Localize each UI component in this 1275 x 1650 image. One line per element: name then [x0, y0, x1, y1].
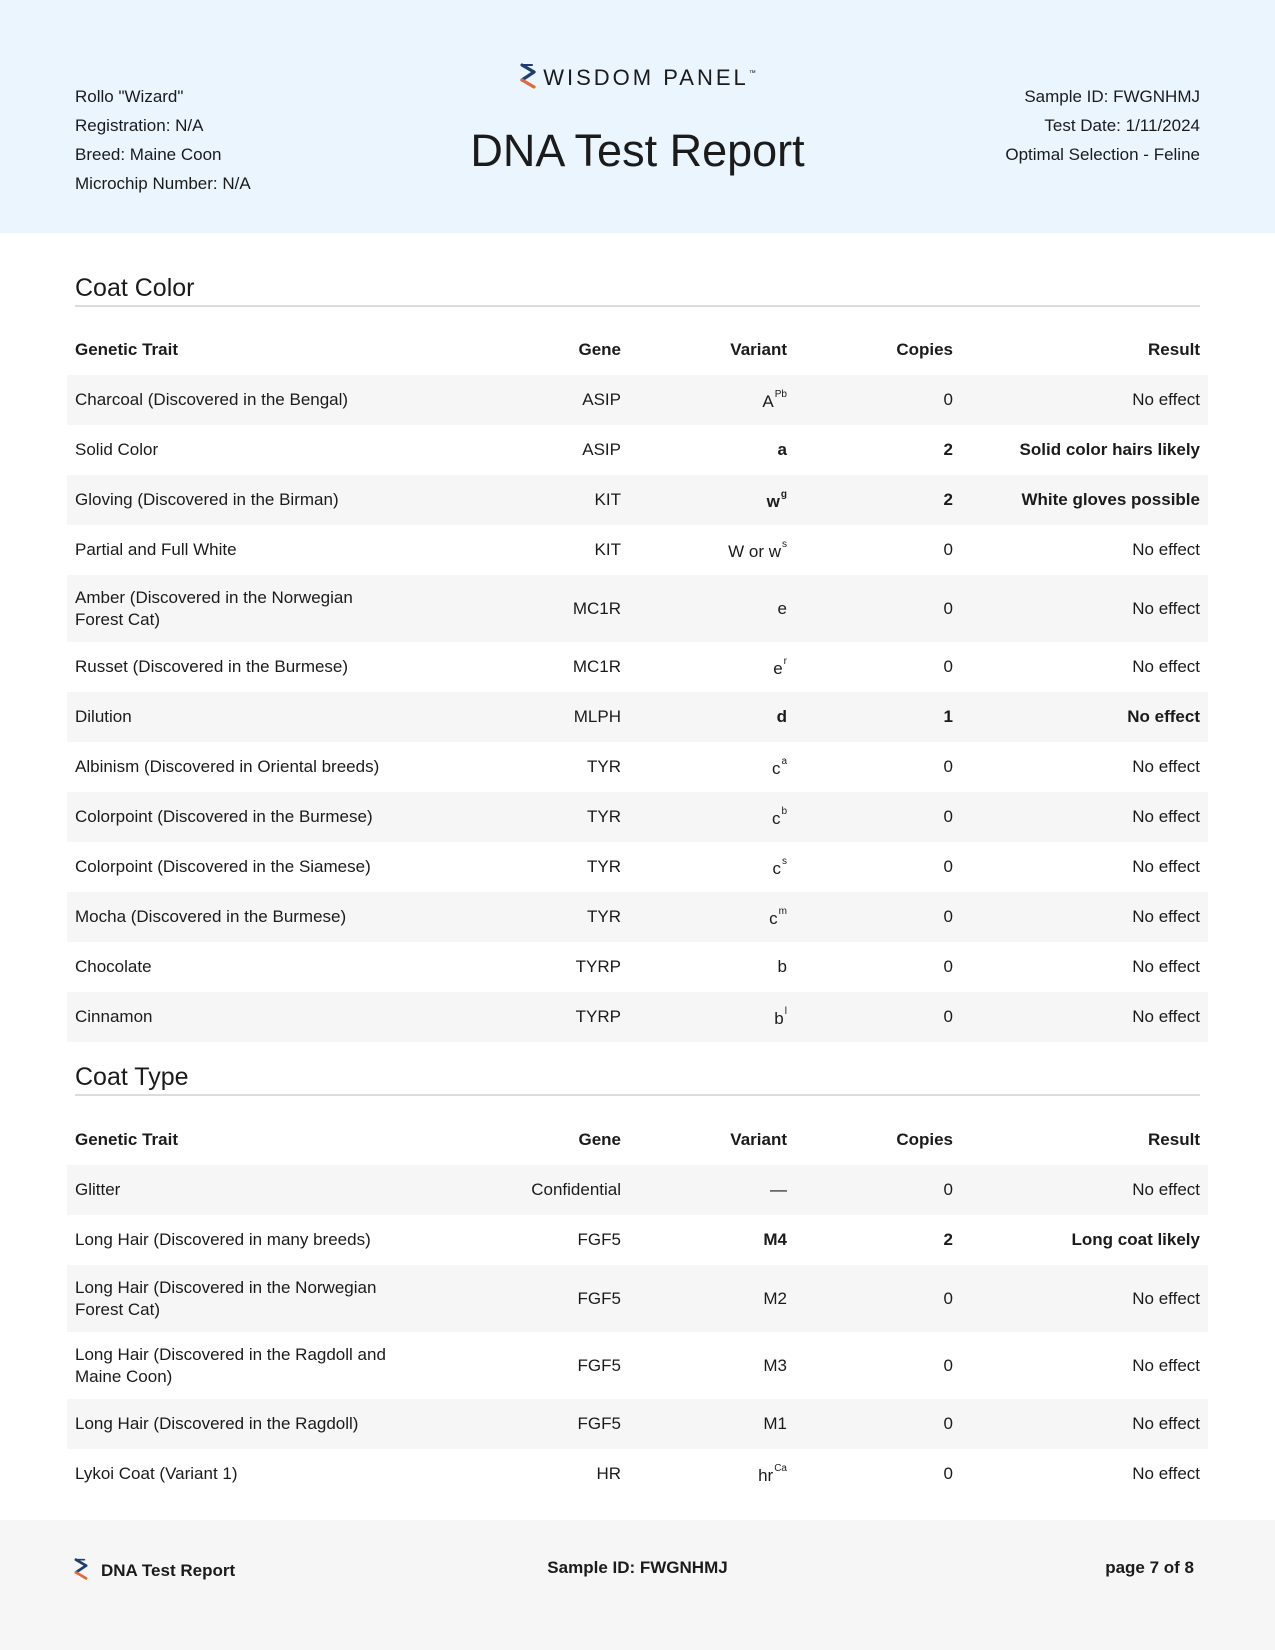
table-row	[67, 642, 1208, 692]
variant-cell	[629, 992, 795, 1042]
variant-symbol: M4	[763, 1230, 787, 1249]
trait-cell	[67, 942, 441, 992]
variant-superscript: a	[781, 755, 787, 767]
variant-cell	[629, 1449, 795, 1499]
gene-cell: TYR	[587, 807, 621, 826]
variant-cell	[629, 942, 795, 992]
gene-cell: KIT	[594, 490, 621, 509]
copies-cell: 0	[943, 1007, 953, 1026]
trait-name: Amber (Discovered in the Norwegian Forest Cat)	[75, 587, 353, 629]
variant-symbol: M2	[763, 1288, 787, 1308]
gene-cell: TYR	[587, 857, 621, 876]
gene-cell: MC1R	[572, 598, 621, 618]
gene-cell: TYR	[587, 757, 621, 776]
variant-cell	[629, 692, 795, 742]
table-row	[67, 1449, 1208, 1499]
variant-cell	[629, 525, 795, 575]
gene-cell: TYR	[587, 907, 621, 926]
result-cell: No effect	[1127, 707, 1200, 726]
page-title: DNA Test Report	[470, 125, 805, 176]
col-variant: Variant	[730, 1130, 787, 1149]
variant-superscript: s	[782, 538, 787, 550]
gene-cell: TYRP	[575, 1007, 621, 1026]
footer-report-label: DNA Test Report	[101, 1561, 236, 1580]
trait-name: Long Hair (Discovered in the Norwegian Forest Cat)	[75, 1277, 377, 1319]
variant-cell	[629, 1399, 795, 1449]
variant-superscript: Pb	[774, 388, 787, 400]
variant-cell	[629, 475, 795, 525]
table-row	[67, 692, 1208, 742]
variant-cell	[629, 1332, 795, 1399]
page-footer	[0, 1520, 1275, 1650]
result-cell: No effect	[1132, 1007, 1200, 1026]
table-row	[67, 1215, 1208, 1265]
variant-superscript: b	[781, 805, 787, 817]
table-row	[67, 992, 1208, 1042]
result-cell: No effect	[1132, 657, 1200, 676]
table-row	[67, 1265, 1208, 1332]
result-cell: No effect	[1132, 598, 1200, 618]
result-cell: No effect	[1132, 390, 1200, 409]
variant-symbol: e	[773, 658, 783, 678]
table-row	[67, 575, 1208, 642]
variant-symbol: c	[771, 808, 781, 828]
trait-cell	[67, 992, 441, 1042]
table-row	[67, 842, 1208, 892]
variant-symbol: w	[766, 491, 780, 511]
table-row	[67, 742, 1208, 792]
copies-cell: 2	[943, 490, 953, 509]
variant-symbol: A	[762, 391, 774, 411]
copies-cell: 0	[943, 857, 953, 876]
trait-name: Long Hair (Discovered in the Ragdoll and Maine Coon)	[75, 1344, 386, 1386]
sample-id: Sample ID: FWGNHMJ	[1024, 87, 1200, 106]
result-cell: No effect	[1132, 907, 1200, 926]
trait-name: Glitter	[75, 1180, 121, 1199]
brand-name: WISDOM PANEL	[543, 65, 749, 90]
trait-cell	[67, 475, 441, 525]
col-trait: Genetic Trait	[75, 1130, 178, 1149]
table-row	[67, 1332, 1208, 1399]
variant-symbol: b	[774, 1008, 784, 1028]
copies-cell: 1	[943, 707, 953, 726]
variant-cell	[629, 575, 795, 642]
copies-cell: 0	[943, 598, 953, 618]
copies-cell: 0	[943, 540, 953, 559]
trait-name: Cinnamon	[75, 1007, 153, 1026]
variant-symbol: c	[771, 758, 781, 778]
variant-cell	[629, 1165, 795, 1215]
microchip-number: Microchip Number: N/A	[75, 174, 251, 193]
variant-symbol: M3	[763, 1355, 787, 1375]
result-cell: No effect	[1132, 540, 1200, 559]
copies-cell: 0	[943, 957, 953, 976]
gene-cell: TYRP	[575, 957, 621, 976]
table-row	[67, 942, 1208, 992]
copies-cell: 0	[943, 1180, 953, 1199]
report-header	[0, 0, 1275, 233]
col-result: Result	[1148, 1130, 1200, 1149]
registration: Registration: N/A	[75, 116, 204, 135]
variant-cell	[629, 892, 795, 942]
variant-superscript: m	[778, 905, 787, 917]
variant-cell	[629, 642, 795, 692]
copies-cell: 0	[943, 907, 953, 926]
variant-superscript: l	[784, 1005, 787, 1017]
coat-type-table	[67, 1115, 1208, 1499]
result-cell: No effect	[1132, 1180, 1200, 1199]
trait-name: Dilution	[75, 707, 132, 726]
trait-name: Russet (Discovered in the Burmese)	[75, 657, 349, 676]
result-cell: No effect	[1132, 857, 1200, 876]
product-name: Optimal Selection - Feline	[1005, 145, 1200, 164]
table-row	[67, 792, 1208, 842]
breed: Breed: Maine Coon	[75, 145, 222, 164]
table-row	[67, 1399, 1208, 1449]
variant-symbol: —	[770, 1180, 787, 1199]
table-row	[67, 375, 1208, 425]
copies-cell: 0	[943, 807, 953, 826]
trait-name: Chocolate	[75, 957, 152, 976]
trait-cell	[67, 692, 441, 742]
copies-cell: 0	[943, 657, 953, 676]
result-cell: White gloves possible	[1021, 490, 1200, 509]
variant-symbol: d	[776, 707, 787, 726]
trait-cell	[67, 1332, 441, 1399]
variant-symbol: W or w	[728, 541, 781, 561]
variant-cell	[629, 792, 795, 842]
trait-name: Solid Color	[75, 440, 159, 459]
trait-cell	[67, 842, 441, 892]
trait-name: Colorpoint (Discovered in the Siamese)	[75, 857, 371, 876]
table-row	[67, 1165, 1208, 1215]
table-row	[67, 892, 1208, 942]
variant-symbol: a	[777, 440, 787, 459]
variant-symbol: b	[777, 957, 787, 976]
col-copies: Copies	[896, 1130, 953, 1149]
trait-cell	[67, 1265, 441, 1332]
trait-name: Gloving (Discovered in the Birman)	[75, 490, 339, 509]
coat-color-heading: Coat Color	[75, 271, 1200, 307]
variant-symbol: M1	[763, 1414, 787, 1433]
copies-cell: 0	[943, 1288, 953, 1308]
copies-cell: 0	[943, 1464, 953, 1483]
col-gene: Gene	[578, 340, 621, 359]
coat-color-table	[67, 325, 1208, 1042]
result-cell: No effect	[1132, 757, 1200, 776]
trademark: ™	[748, 70, 756, 77]
variant-superscript: s	[782, 855, 787, 867]
trait-cell	[67, 375, 441, 425]
result-cell: No effect	[1132, 957, 1200, 976]
variant-cell	[629, 425, 795, 475]
gene-cell: ASIP	[582, 390, 621, 409]
col-variant: Variant	[730, 340, 787, 359]
variant-symbol: e	[777, 598, 787, 618]
variant-cell	[629, 742, 795, 792]
gene-cell: MLPH	[573, 707, 621, 726]
gene-cell: FGF5	[577, 1230, 621, 1249]
trait-cell	[67, 892, 441, 942]
trait-cell	[67, 742, 441, 792]
gene-cell: FGF5	[577, 1414, 621, 1433]
result-cell: No effect	[1132, 1414, 1200, 1433]
gene-cell: ASIP	[582, 440, 621, 459]
table-row	[67, 425, 1208, 475]
copies-cell: 2	[943, 440, 953, 459]
gene-cell: HR	[596, 1464, 621, 1483]
result-cell: No effect	[1132, 807, 1200, 826]
gene-cell: Confidential	[531, 1180, 621, 1199]
gene-cell: MC1R	[572, 657, 621, 676]
variant-symbol: hr	[758, 1465, 774, 1485]
trait-cell	[67, 525, 441, 575]
gene-cell: FGF5	[577, 1355, 621, 1375]
test-date: Test Date: 1/11/2024	[1044, 116, 1200, 135]
col-gene: Gene	[578, 1130, 621, 1149]
result-cell: Long coat likely	[1071, 1230, 1200, 1249]
col-result: Result	[1148, 340, 1200, 359]
gene-cell: FGF5	[577, 1288, 621, 1308]
trait-name: Long Hair (Discovered in many breeds)	[75, 1230, 371, 1249]
trait-cell	[67, 1449, 441, 1499]
table-header-row	[67, 325, 1208, 375]
variant-cell	[629, 1265, 795, 1332]
variant-cell	[629, 842, 795, 892]
table-row	[67, 525, 1208, 575]
result-cell: No effect	[1132, 1464, 1200, 1483]
trait-cell	[67, 575, 441, 642]
trait-name: Charcoal (Discovered in the Bengal)	[75, 390, 349, 409]
trait-cell	[67, 1215, 441, 1265]
variant-superscript: r	[783, 655, 787, 667]
trait-cell	[67, 642, 441, 692]
trait-cell	[67, 792, 441, 842]
variant-cell	[629, 1215, 795, 1265]
coat-type-heading: Coat Type	[75, 1060, 1200, 1096]
result-cell: Solid color hairs likely	[1019, 440, 1200, 459]
copies-cell: 0	[943, 390, 953, 409]
variant-superscript: Ca	[774, 1462, 787, 1474]
trait-cell	[67, 1399, 441, 1449]
trait-name: Partial and Full White	[75, 540, 237, 559]
col-trait: Genetic Trait	[75, 340, 178, 359]
footer-sample-id: Sample ID: FWGNHMJ	[547, 1558, 728, 1577]
page-number: page 7 of 8	[1105, 1558, 1194, 1577]
copies-cell: 0	[943, 757, 953, 776]
variant-symbol: c	[769, 908, 778, 928]
trait-name: Long Hair (Discovered in the Ragdoll)	[75, 1414, 359, 1433]
gene-cell: KIT	[594, 540, 621, 559]
trait-cell	[67, 425, 441, 475]
table-row	[67, 475, 1208, 525]
trait-name: Albinism (Discovered in Oriental breeds)	[75, 757, 380, 776]
variant-symbol: c	[772, 858, 781, 878]
result-cell: No effect	[1132, 1288, 1200, 1308]
trait-cell	[67, 1165, 441, 1215]
result-cell: No effect	[1132, 1355, 1200, 1375]
trait-name: Lykoi Coat (Variant 1)	[75, 1464, 238, 1483]
trait-name: Colorpoint (Discovered in the Burmese)	[75, 807, 373, 826]
variant-superscript: g	[780, 488, 787, 500]
sample-info	[1005, 82, 1200, 169]
wisdom-panel-helix-icon	[519, 63, 537, 95]
copies-cell: 0	[943, 1414, 953, 1433]
copies-cell: 0	[943, 1355, 953, 1375]
trait-name: Mocha (Discovered in the Burmese)	[75, 907, 347, 926]
variant-cell	[629, 375, 795, 425]
col-copies: Copies	[896, 340, 953, 359]
copies-cell: 2	[943, 1230, 953, 1249]
table-header-row	[67, 1115, 1208, 1165]
pet-name: Rollo "Wizard"	[75, 87, 184, 106]
